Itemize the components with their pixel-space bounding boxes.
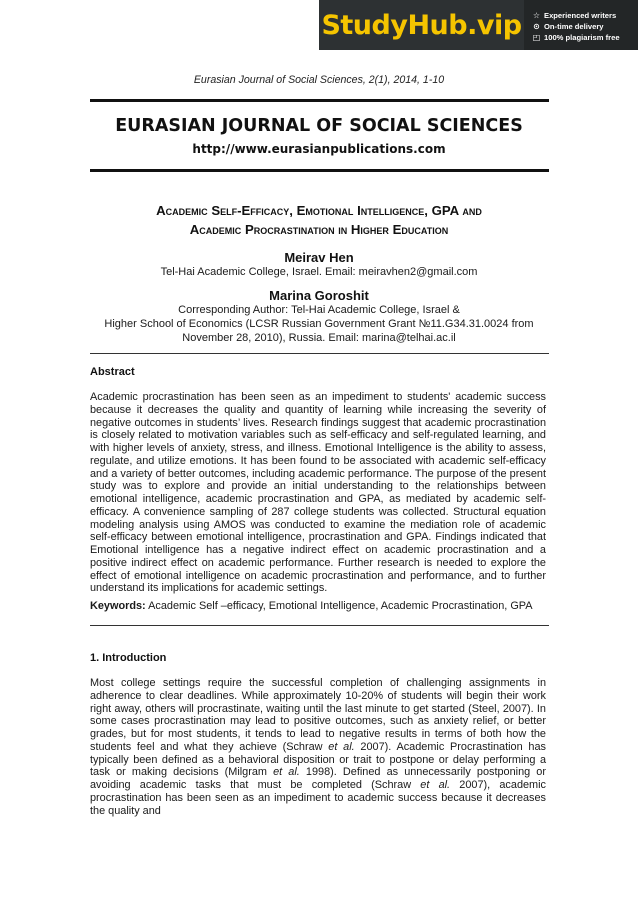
- keywords: [90, 600, 533, 612]
- author-affiliation: [0, 303, 638, 345]
- journal-citation: Eurasian Journal of Social Sciences, 2(1), 2014, 1-10: [193, 74, 445, 86]
- banner-feature-label: Experienced writers: [544, 11, 617, 20]
- clock-icon: ⊙: [533, 22, 540, 31]
- affiliation-line: Higher School of Economics (LCSR Russian Government Grant №11.G34.31.0024 from: [104, 318, 534, 330]
- intro-etal: et al.: [328, 740, 355, 753]
- introduction-text: [90, 677, 546, 817]
- intro-text-segment: 2007). Academic Procrastination has typically been defined as a behavioral disposition or trait to postpone or delay performing a task or making decisions (Milgram: [90, 740, 546, 779]
- star-icon: ☆: [532, 11, 541, 20]
- introduction-heading: 1. Introduction: [90, 652, 167, 664]
- author-affiliation[interactable]: Tel-Hai Academic College, Israel. Email: meiravhen2@gmail.com: [160, 266, 478, 278]
- document-icon: ◰: [532, 33, 541, 42]
- header-rule-bottom: [90, 169, 549, 172]
- abstract-text: Academic procrastination has been seen as an impediment to students' academic success because it decreases the quality and quantity of learning while increasing the severity of negative outcomes in students’ lives. Research findings suggest that academic procrastination is closely related to motivation variables such as self-efficacy and self-regulated learning, and with higher levels of anxiety, stress, and illness. Emotional Intelligence is the ability to assess, regulate, and utilize emotions. It has been found to be associated with academic self-efficacy and a variety of better outcomes, including academic performance. The purpose of the present study was to explore and provide an initial understanding to the relationships between emotional intelligence, academic procrastination and GPA, as mediated by academic self-efficacy. A convenience sampling of 287 college students was collected. Structural equation modeling analysis using AMOS was conducted to examine the mediation role of academic self-efficacy between emotional intelligence, procrastination and GPA. Findings indicated that Emotional intelligence has a negative indirect effect on academic procrastination and a positive indirect effect on academic performance. Further research is needed to explore the effect of emotional intelligence on academic procrastination and performance, and to further understand its implications for academic settings.: [90, 391, 546, 595]
- banner-feature: [532, 22, 632, 31]
- keywords-label: Keywords:: [90, 600, 146, 612]
- keywords-list: Academic Self –efficacy, Emotional Intelligence, Academic Procrastination, GPA: [148, 600, 533, 612]
- intro-text-segment: 1998). Defined as unnecessarily postponing or avoiding academic tasks that must be completed (Schraw: [90, 766, 546, 791]
- intro-etal: et al.: [273, 766, 300, 779]
- banner-feature-label: On-time delivery: [544, 22, 604, 31]
- banner-features: [524, 0, 638, 50]
- abstract-rule-top: [90, 353, 549, 354]
- affiliation-line[interactable]: November 28, 2010), Russia. Email: marina@telhai.ac.il: [182, 332, 456, 344]
- author-name: Marina Goroshit: [269, 288, 369, 303]
- abstract-heading: Abstract: [90, 366, 135, 378]
- abstract-rule-bottom: [90, 625, 549, 626]
- author-name: Meirav Hen: [284, 250, 354, 265]
- banner-feature: [532, 11, 632, 20]
- paper-title: [0, 201, 638, 239]
- journal-url[interactable]: http://www.eurasianpublications.com: [192, 142, 446, 156]
- intro-text-segment: 2007), academic procrastination has been seen as an impediment to academic success because it decreases the quality and: [90, 779, 546, 817]
- ad-banner[interactable]: [319, 0, 638, 50]
- paper-title-line: Academic Self-Efficacy, Emotional Intelligence, GPA and: [156, 203, 482, 218]
- journal-title: EURASIAN JOURNAL OF SOCIAL SCIENCES: [115, 116, 523, 136]
- affiliation-line: Corresponding Author: Tel-Hai Academic College, Israel &: [178, 304, 460, 316]
- banner-feature-label: 100% plagiarism free: [544, 33, 620, 42]
- studyhub-logo[interactable]: StudyHub.vip: [321, 9, 522, 41]
- intro-text-segment: Most college settings require the successful completion of challenging assignments in adherence to clear deadlines. While approximately 10-20% of students will begin their work right away, others will procrastinate, waiting until the last minute to get started (Steel, 2007). In some cases procrastination may lead to positive outcomes, such as anxiety relief, or better grades, but for most students, it tends to lead to negative results in terms of both how the students feel and what they achieve (Schraw: [90, 677, 546, 753]
- header-rule-top: [90, 99, 549, 102]
- intro-etal: et al.: [420, 779, 451, 791]
- paper-title-line: Academic Procrastination in Higher Education: [189, 222, 449, 237]
- banner-feature: [532, 33, 632, 42]
